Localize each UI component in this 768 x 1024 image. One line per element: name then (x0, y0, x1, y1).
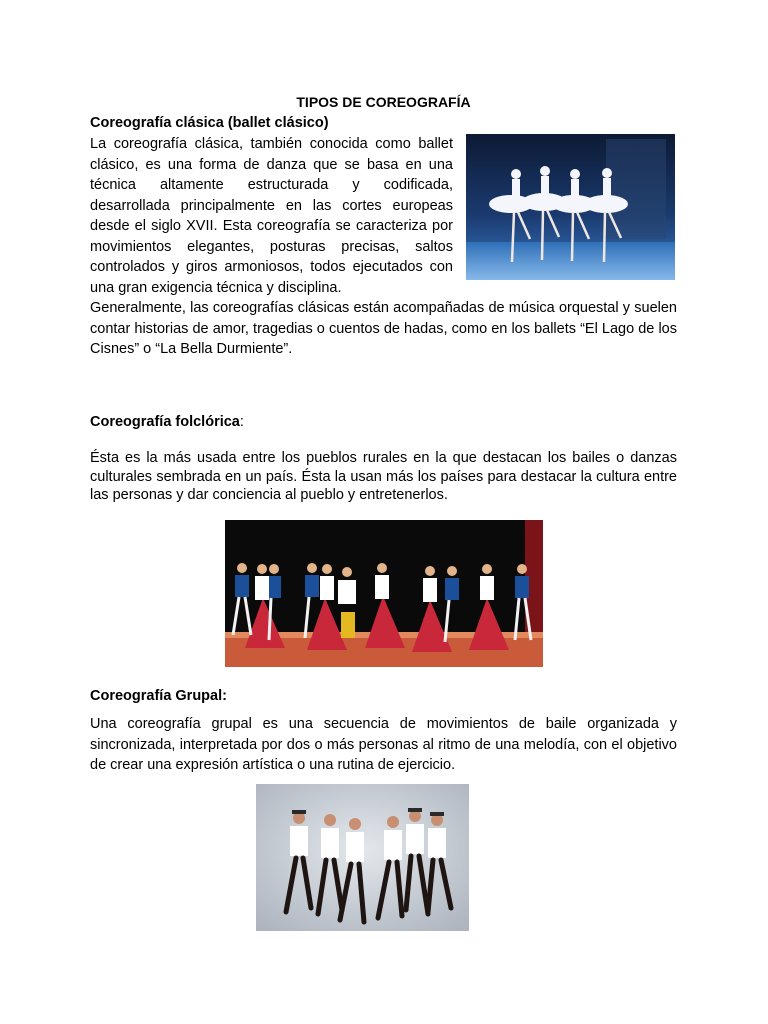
folk-dancers-illustration (225, 520, 543, 667)
group-dancers-illustration (256, 784, 469, 931)
group-dancers-image (256, 784, 469, 931)
heading-folk (90, 412, 244, 432)
heading-folk-colon: : (239, 414, 244, 430)
paragraph-classical-full: Generalmente, las coreografías clásicas están acompañadas de música orquestal y suelen contar historias de amor, tragedias o cuentos de hadas, como en los ballets “El Lago de los Cisnes” o “La Bella Durmiente”. (90, 300, 677, 357)
folk-dancers-image (225, 520, 543, 667)
heading-classical: Coreografía clásica (ballet clásico) (90, 115, 329, 131)
document-title: TIPOS DE COREOGRAFÍA (296, 94, 471, 110)
heading-folk-text: Coreografía folclórica (90, 414, 240, 430)
heading-group: Coreografía Grupal: (90, 688, 227, 704)
paragraph-folk: Ésta es la más usada entre los pueblos rurales en la que destacan los bailes o danzas culturales sembrada en un país. Ésta la usan más los países para destacar la cultura entre las personas y dar conciencia al pueblo y entretenerlos. (90, 450, 677, 503)
paragraph-group: Una coreografía grupal es una secuencia de movimientos de baile organizada y sincronizada, interpretada por dos o más personas al ritmo de una melodía, con el objetivo de crear una expresión artística o una rutina de ejercicio. (90, 716, 677, 773)
ballet-dancers-illustration (466, 134, 675, 280)
paragraph-classical-wrapped: La coreografía clásica, también conocida como ballet clásico, es una forma de danza que se basa en una técnica altamente estructurada y codificada, desarrollada principalmente en las cortes europeas desde el siglo XVII. Esta coreografía se caracteriza por movimientos elegantes, posturas precisas, saltos controlados y giros armoniosos, todos ejecutados con una gran exigencia técnica y disciplina. (90, 136, 453, 296)
ballet-dancers-image (466, 134, 675, 280)
